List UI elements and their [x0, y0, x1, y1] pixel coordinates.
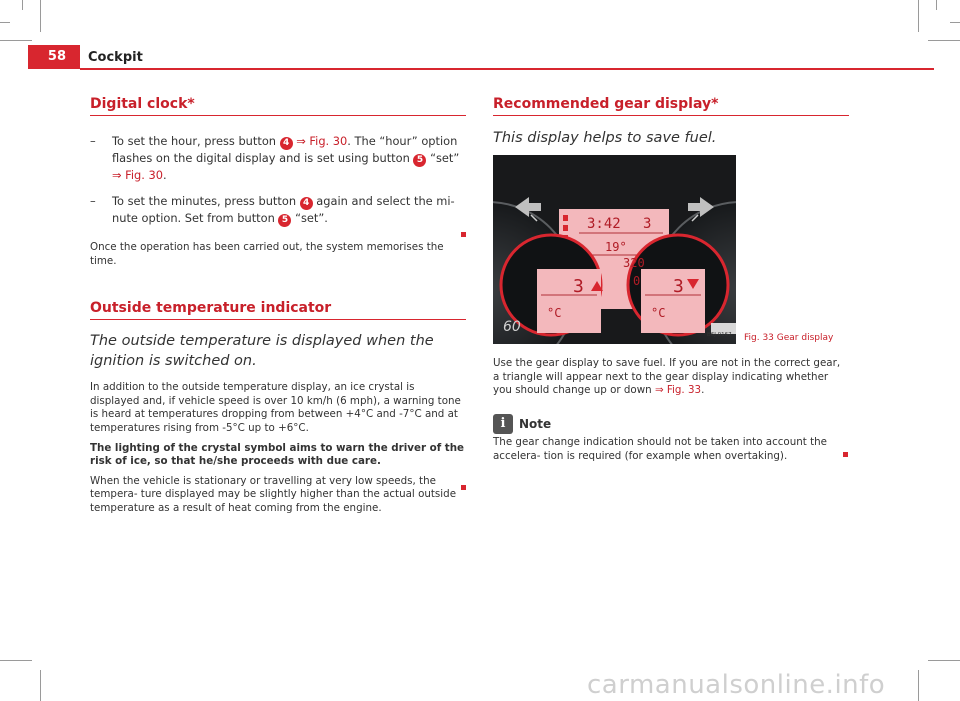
figure-caption: Fig. 33 Gear display: [744, 333, 834, 343]
note-header: [493, 414, 849, 435]
magnified-gear-right: 3: [673, 276, 684, 297]
figure-reference-link[interactable]: ⇒ Fig. 30: [292, 134, 348, 148]
section-title-gear-display: Recommended gear display*: [493, 96, 849, 116]
crop-mark: [918, 670, 919, 701]
outside-temp-subtitle: The outside temperature is displayed when the ignition is switched on.: [90, 333, 434, 370]
outside-temp-paragraph-2: The lighting of the crystal symbol aims to warn the driver of the risk of ice, so that he/she proceeds with due care.: [90, 441, 465, 468]
paragraph-text: .: [701, 384, 705, 397]
step-dash: –: [90, 134, 96, 148]
step-text: To set the minutes, press button: [112, 194, 300, 208]
crop-mark: [918, 0, 919, 32]
magnified-temp-right: °C: [651, 306, 666, 320]
gear-display-body: [493, 357, 849, 463]
lcd-gear-top: 3: [643, 216, 652, 232]
note-text: The gear change indication should not be taken into account the accelera- tion is required (for example when overtaking).: [493, 436, 827, 462]
crop-mark: [928, 40, 960, 41]
callout-5: 5: [413, 154, 426, 167]
step-set-hour: [90, 133, 466, 183]
crop-mark: [928, 660, 960, 661]
crop-mark: [0, 40, 32, 41]
section-title-outside-temperature: Outside temperature indicator: [90, 300, 466, 320]
note-label: Note: [519, 417, 552, 432]
instrument-cluster-illustration: [493, 155, 736, 344]
step-text: .: [163, 168, 167, 182]
step-text: again and select the mi- nute option. Set from button: [112, 194, 455, 225]
page-number: 58: [47, 49, 66, 64]
header-title: Cockpit: [88, 50, 143, 65]
step-text: “set”.: [291, 211, 328, 225]
section-end-mark: [843, 452, 848, 457]
paragraph-text: Use the gear display to save fuel. If you are not in the correct gear, a triangle will appear next to the gear display indicating whether you should change up or down: [493, 357, 841, 397]
figure-code: B6J-0167: [707, 332, 732, 338]
crop-mark: [40, 670, 41, 701]
gear-display-subtitle: This display helps to save fuel.: [493, 130, 717, 146]
callout-4: 4: [280, 137, 293, 150]
crop-mark: [40, 0, 41, 32]
step-text: . The “hour” option flashes on the digital display and is set using button: [112, 134, 458, 165]
page-number-box: [28, 45, 80, 69]
gear-display-paragraph: [493, 357, 849, 398]
lcd-temperature: 19°: [605, 240, 627, 254]
crop-mark: [950, 22, 960, 23]
lcd-time: 3:42: [587, 216, 621, 232]
step-dash: –: [90, 194, 96, 208]
speedometer-label: 60: [503, 319, 521, 335]
clock-closing-text: Once the operation has been carried out, the system memorises the time.: [90, 241, 444, 267]
header-rule: [80, 68, 934, 70]
gear-display-figure: [493, 155, 736, 344]
section-end-mark: [461, 232, 466, 237]
figure-reference-link[interactable]: ⇒ Fig. 30: [112, 168, 164, 182]
magnified-temp-left: °C: [547, 306, 562, 320]
figure-reference-link[interactable]: ⇒ Fig. 33: [654, 384, 702, 397]
crop-mark: [0, 22, 10, 23]
outside-temp-paragraph-3: When the vehicle is stationary or travelling at very low speeds, the tempera- ture displayed may be slightly higher than the actual outside temperature as a result of heat coming from the engine.: [90, 474, 457, 514]
right-column: [493, 96, 849, 148]
section-title-digital-clock: Digital clock*: [90, 96, 466, 116]
note-icon: i: [493, 414, 513, 434]
step-set-minutes: [90, 193, 466, 227]
outside-temp-paragraph-1: In addition to the outside temperature display, an ice crystal is displayed and, if vehicle speed is over 10 km/h (6 mph), a warning tone is heard at temperatures dropping from between +4°C and -7°C and at temperatures rising from -5°C up to +6°C.: [90, 381, 461, 434]
lcd-odometer-2: 0: [633, 274, 641, 288]
left-column: [90, 96, 466, 516]
callout-4: 4: [300, 197, 313, 210]
crop-mark: [936, 0, 937, 10]
lcd-odometer-1: 320: [623, 256, 645, 270]
watermark: carmanualsonline.info: [587, 670, 886, 700]
step-text: To set the hour, press button: [112, 134, 280, 148]
section-end-mark: [461, 485, 466, 490]
callout-5: 5: [278, 214, 291, 227]
crop-mark: [0, 660, 32, 661]
crop-mark: [22, 0, 23, 10]
magnified-gear-left: 3: [573, 276, 584, 297]
step-text: “set”: [426, 151, 460, 165]
